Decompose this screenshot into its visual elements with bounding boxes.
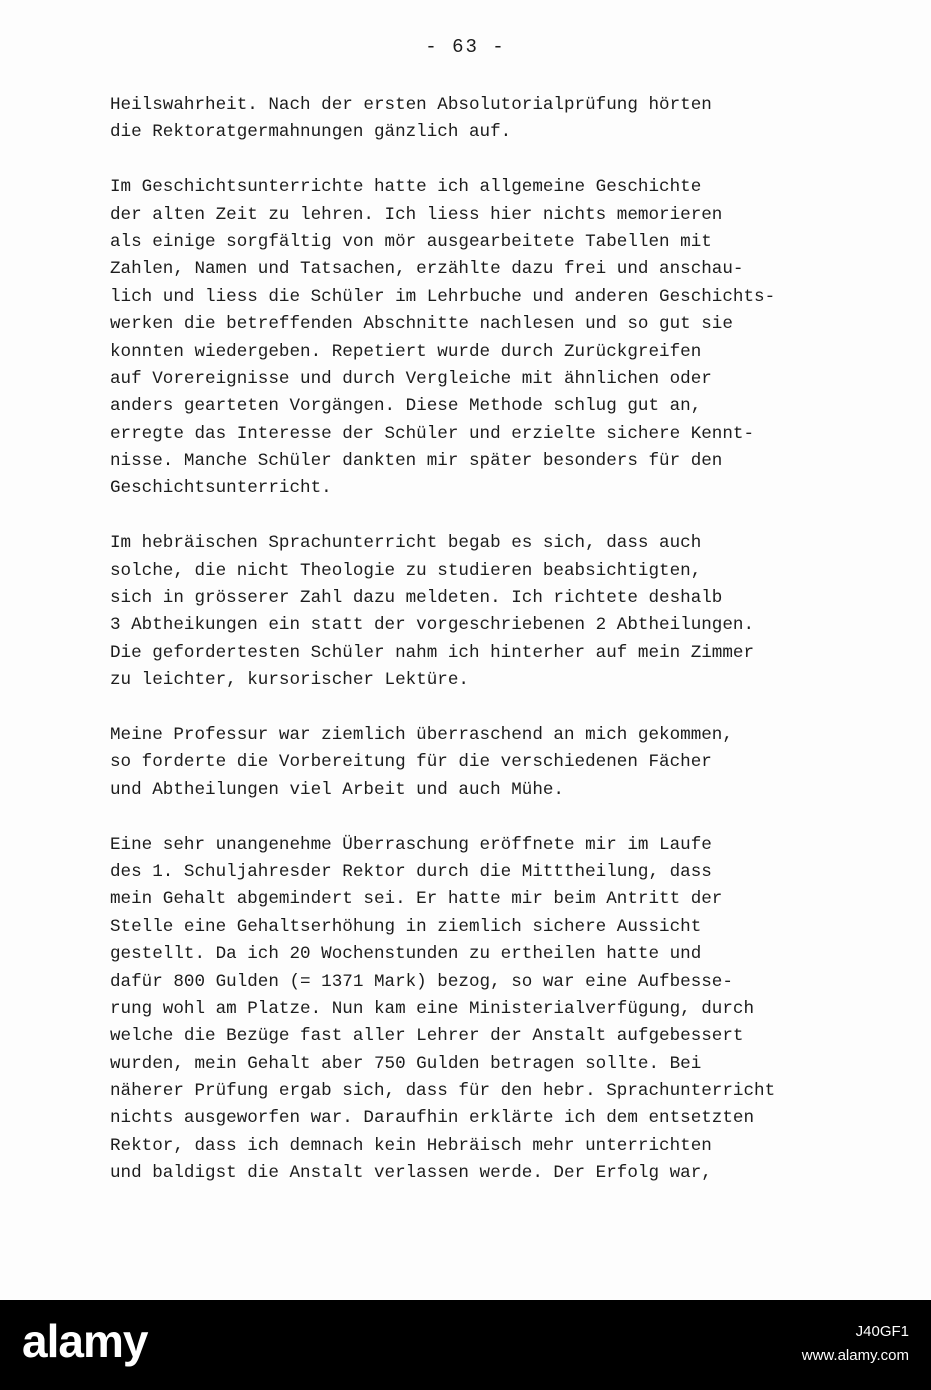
- site-url: www.alamy.com: [801, 1347, 909, 1364]
- paragraph: [110, 174, 870, 503]
- text-line: Rektor, dass ich demnach kein Hebräisch mehr unterrichten: [110, 1135, 712, 1156]
- paragraph: [110, 92, 870, 147]
- text-line: so forderte die Vorbereitung für die verschiedenen Fächer: [110, 752, 712, 773]
- text-line: Zahlen, Namen und Tatsachen, erzählte dazu frei und anschau-: [110, 259, 744, 280]
- text-line: des 1. Schuljahresder Rektor durch die Mitttheilung, dass: [110, 861, 712, 882]
- page-number: - 63 -: [425, 36, 506, 58]
- paragraph: [110, 832, 870, 1188]
- text-line: wurden, mein Gehalt aber 750 Gulden betragen sollte. Bei: [110, 1053, 702, 1074]
- watermark-footer: [0, 1300, 931, 1390]
- text-line: und Abtheilungen viel Arbeit und auch Mühe.: [110, 779, 564, 800]
- text-line: solche, die nicht Theologie zu studieren beabsichtigten,: [110, 560, 702, 581]
- text-line: mein Gehalt abgemindert sei. Er hatte mir beim Antritt der: [110, 889, 723, 910]
- text-line: konnten wiedergeben. Repetiert wurde durch Zurückgreifen: [110, 341, 702, 362]
- text-line: Eine sehr unangenehme Überraschung eröffnete mir im Laufe: [110, 834, 712, 855]
- text-line: Meine Professur war ziemlich überraschend an mich gekommen,: [110, 724, 733, 745]
- text-line: sich in grösserer Zahl dazu meldeten. Ich richtete deshalb: [110, 588, 723, 609]
- text-line: Die gefordertesten Schüler nahm ich hinterher auf mein Zimmer: [110, 642, 755, 663]
- body-text: [110, 92, 870, 1215]
- text-line: rung wohl am Platze. Nun kam eine Ministerialverfügung, durch: [110, 998, 755, 1019]
- text-line: die Rektoratgermahnungen gänzlich auf.: [110, 122, 512, 143]
- alamy-logo: alamy: [22, 1315, 148, 1367]
- text-line: auf Vorereignisse und durch Vergleiche mit ähnlichen oder: [110, 368, 712, 389]
- text-line: Geschichtsunterricht.: [110, 478, 332, 499]
- text-line: nisse. Manche Schüler dankten mir später besonders für den: [110, 451, 723, 472]
- text-line: Im hebräischen Sprachunterricht begab es sich, dass auch: [110, 533, 702, 554]
- image-id: J40GF1: [855, 1323, 909, 1340]
- text-line: Im Geschichtsunterrichte hatte ich allgemeine Geschichte: [110, 177, 702, 198]
- paragraph: [110, 530, 870, 694]
- text-line: lich und liess die Schüler im Lehrbuche und anderen Geschichts-: [110, 286, 776, 307]
- text-line: gestellt. Da ich 20 Wochenstunden zu ertheilen hatte und: [110, 944, 702, 965]
- text-line: Heilswahrheit. Nach der ersten Absolutorialprüfung hörten: [110, 95, 712, 115]
- text-line: und baldigst die Anstalt verlassen werde. Der Erfolg war,: [110, 1163, 712, 1184]
- text-line: werken die betreffenden Abschnitte nachlesen und so gut sie: [110, 314, 733, 335]
- text-line: Stelle eine Gehaltserhöhung in ziemlich sichere Aussicht: [110, 916, 702, 937]
- text-line: näherer Prüfung ergab sich, dass für den hebr. Sprachunterricht: [110, 1081, 776, 1102]
- text-line: erregte das Interesse der Schüler und erzielte sichere Kennt-: [110, 423, 755, 444]
- text-line: 3 Abtheikungen ein statt der vorgeschriebenen 2 Abtheilungen.: [110, 615, 755, 636]
- footer-meta: [802, 1320, 909, 1368]
- text-line: als einige sorgfältig von mör ausgearbeitete Tabellen mit: [110, 231, 712, 252]
- paragraph: [110, 722, 870, 804]
- text-line: nichts ausgeworfen war. Daraufhin erklärte ich dem entsetzten: [110, 1108, 755, 1129]
- text-line: welche die Bezüge fast aller Lehrer der Anstalt aufgebessert: [110, 1026, 744, 1047]
- text-line: zu leichter, kursorischer Lektüre.: [110, 670, 469, 691]
- text-line: der alten Zeit zu lehren. Ich liess hier nichts memorieren: [110, 204, 723, 225]
- text-line: anders gearteten Vorgängen. Diese Methode schlug gut an,: [110, 396, 702, 417]
- text-line: dafür 800 Gulden (= 1371 Mark) bezog, so war eine Aufbesse-: [110, 971, 733, 992]
